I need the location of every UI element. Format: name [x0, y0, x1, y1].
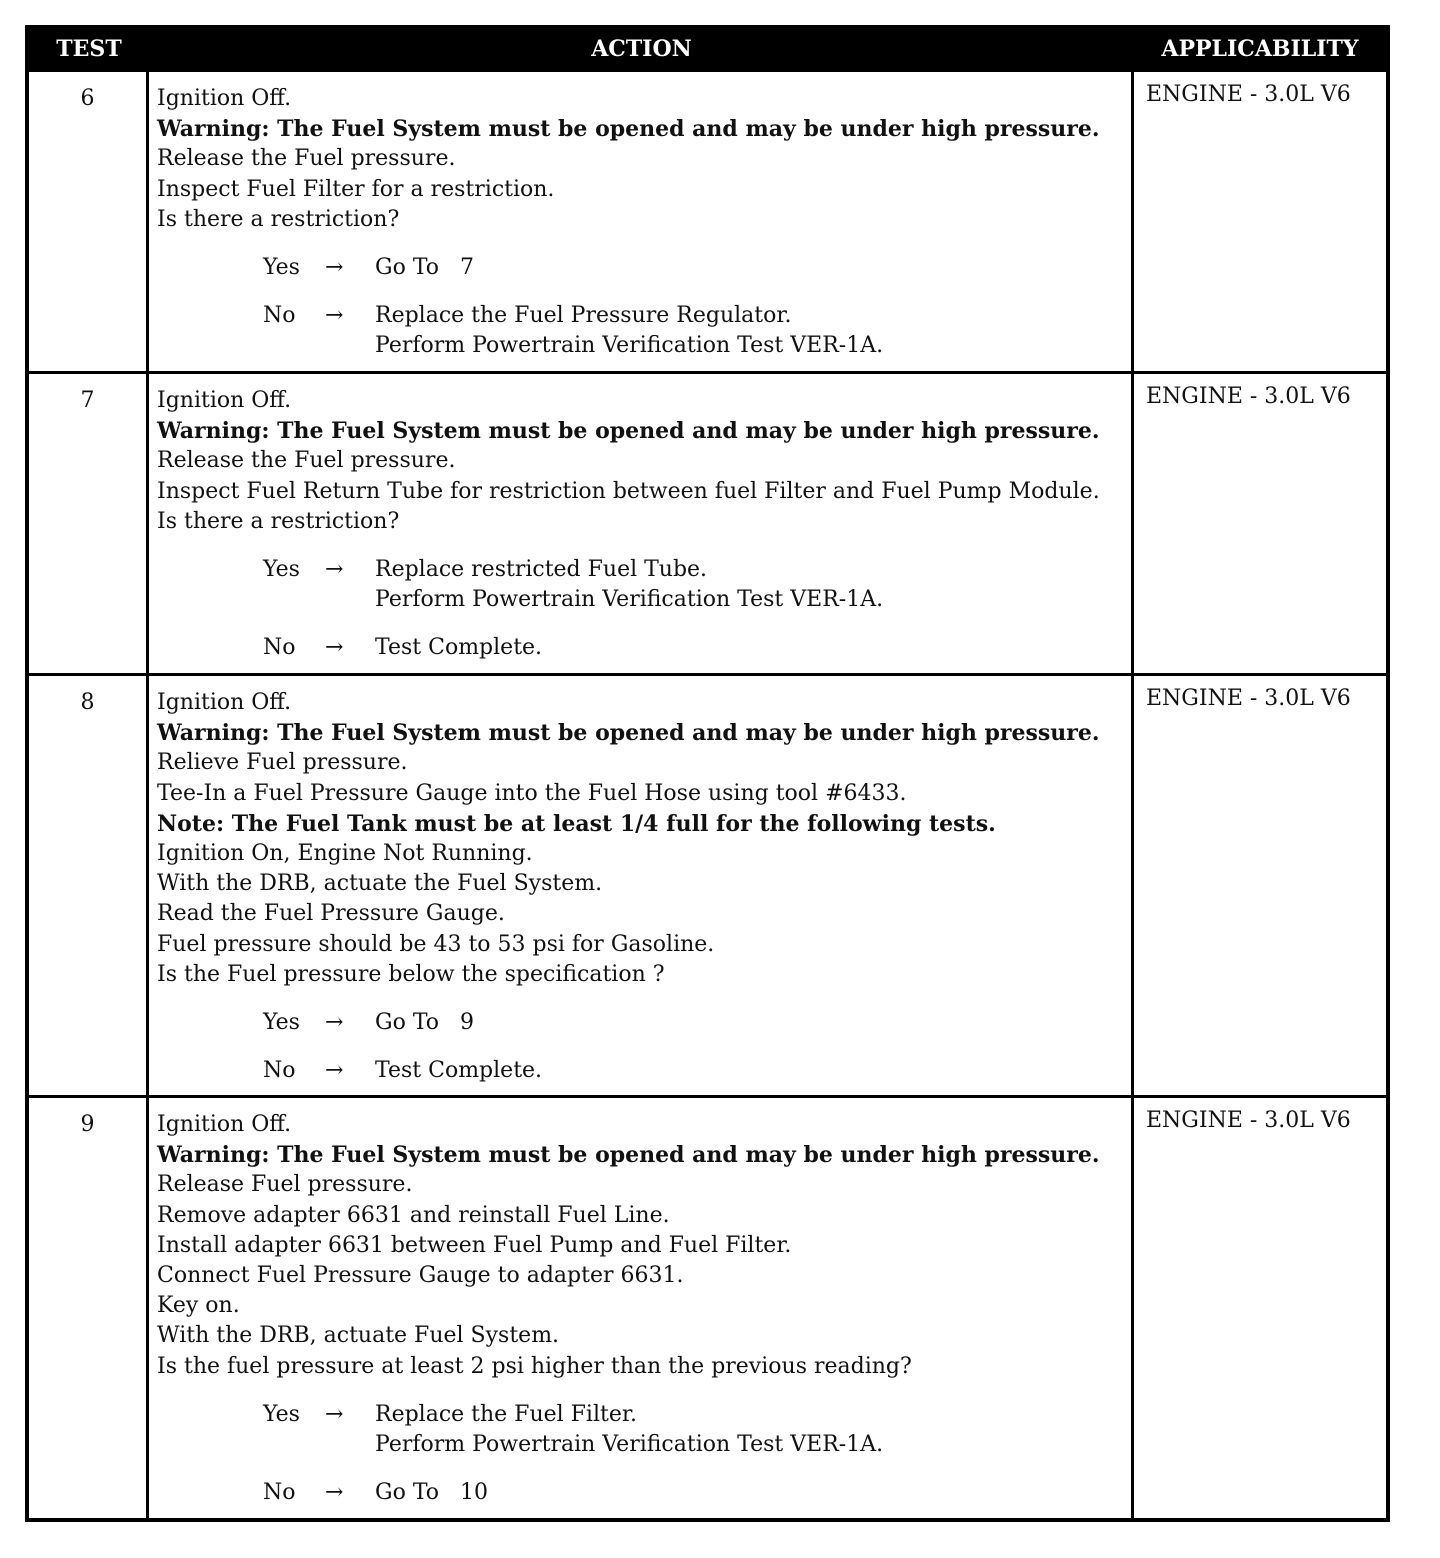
- question-line: Is there a restriction?: [157, 508, 400, 534]
- yes-result: [375, 1008, 1125, 1038]
- action-line: Ignition Off.: [157, 690, 292, 715]
- no-result: [375, 1478, 1125, 1508]
- header-applicability: APPLICABILITY: [1161, 36, 1359, 62]
- yes-result: [375, 253, 1125, 283]
- action-line: Install adapter 6631 between Fuel Pump and Fuel Filter.: [157, 1232, 792, 1258]
- note-line: Note: The Fuel Tank must be at least 1/4 full for the following tests.: [157, 810, 996, 837]
- action-line: With the DRB, actuate the Fuel System.: [157, 871, 603, 897]
- warning-line: Warning: The Fuel System must be opened and may be under high pressure.: [157, 1142, 1100, 1169]
- action-line: Key on.: [157, 1293, 240, 1319]
- yes-answer: [157, 1008, 1125, 1038]
- arrow-icon: →: [325, 1401, 344, 1427]
- action-line: Ignition Off.: [157, 86, 292, 111]
- arrow-icon: →: [325, 1058, 344, 1084]
- no-answer: [157, 1478, 1125, 1508]
- result-line: Go To 9: [375, 1010, 474, 1036]
- warning-line: Warning: The Fuel System must be opened and may be under high pressure.: [157, 720, 1100, 747]
- no-result: [375, 301, 1125, 361]
- yes-label: Yes: [263, 255, 300, 281]
- action-line: Ignition Off.: [157, 1112, 292, 1137]
- result-line: Perform Powertrain Verification Test VER-1A.: [375, 587, 884, 613]
- action-line: Ignition Off.: [157, 388, 292, 413]
- applicability-cell: ENGINE - 3.0L V6: [1146, 686, 1351, 711]
- no-answer: [157, 1056, 1125, 1086]
- action-cell: [149, 374, 1134, 673]
- action-line: Connect Fuel Pressure Gauge to adapter 6631.: [157, 1263, 684, 1289]
- action-line: Fuel pressure should be 43 to 53 psi for Gasoline.: [157, 931, 715, 957]
- action-cell: [149, 676, 1134, 1095]
- arrow-icon: →: [325, 1480, 344, 1506]
- question-line: Is the fuel pressure at least 2 psi higher than the previous reading?: [157, 1353, 912, 1379]
- no-result: [375, 633, 1125, 663]
- action-cell: [149, 72, 1134, 371]
- warning-line: Warning: The Fuel System must be opened and may be under high pressure.: [157, 116, 1100, 143]
- no-result: [375, 1056, 1125, 1086]
- header-action: ACTION: [591, 36, 692, 62]
- answers: [157, 1008, 1125, 1086]
- test-number: 7: [29, 374, 149, 673]
- applicability-cell: ENGINE - 3.0L V6: [1146, 384, 1351, 409]
- action-line: Release Fuel pressure.: [157, 1172, 413, 1198]
- test-number: 8: [29, 676, 149, 1095]
- answers: [157, 555, 1125, 664]
- result-line: Test Complete.: [375, 1058, 543, 1084]
- action-line: Relieve Fuel pressure.: [157, 750, 408, 776]
- yes-label: Yes: [263, 557, 300, 583]
- no-label: No: [263, 1480, 296, 1506]
- action-line: Ignition On, Engine Not Running.: [157, 841, 533, 867]
- applicability-cell: ENGINE - 3.0L V6: [1146, 82, 1351, 107]
- warning-line: Warning: The Fuel System must be opened and may be under high pressure.: [157, 418, 1100, 445]
- action-line: Release the Fuel pressure.: [157, 146, 456, 172]
- action-line: Remove adapter 6631 and reinstall Fuel Line.: [157, 1202, 670, 1228]
- arrow-icon: →: [325, 1010, 344, 1036]
- diagnostic-table: [25, 25, 1390, 1522]
- action-line: Inspect Fuel Return Tube for restriction between fuel Filter and Fuel Pump Module.: [157, 478, 1100, 504]
- question-line: Is the Fuel pressure below the specification ?: [157, 961, 665, 987]
- yes-label: Yes: [263, 1401, 300, 1427]
- header-test: TEST: [56, 36, 122, 62]
- no-answer: [157, 301, 1125, 361]
- result-line: Perform Powertrain Verification Test VER-1A.: [375, 1432, 884, 1458]
- table-row: [29, 371, 1386, 673]
- result-line: Perform Powertrain Verification Test VER-1A.: [375, 333, 884, 359]
- table-row: [29, 1095, 1386, 1518]
- yes-result: [375, 555, 1125, 615]
- arrow-icon: →: [325, 557, 344, 583]
- yes-answer: [157, 1400, 1125, 1460]
- yes-result: [375, 1400, 1125, 1460]
- action-line: Inspect Fuel Filter for a restriction.: [157, 176, 555, 202]
- table-row: [29, 673, 1386, 1095]
- result-line: Go To 7: [375, 255, 474, 281]
- action-line: Release the Fuel pressure.: [157, 448, 456, 474]
- result-line: Test Complete.: [375, 635, 543, 661]
- no-label: No: [263, 635, 296, 661]
- result-line: Go To 10: [375, 1480, 488, 1506]
- table-row: [29, 69, 1386, 371]
- applicability-cell: ENGINE - 3.0L V6: [1146, 1108, 1351, 1133]
- question-line: Is there a restriction?: [157, 206, 400, 232]
- no-answer: [157, 633, 1125, 663]
- result-line: Replace the Fuel Filter.: [375, 1401, 637, 1427]
- result-line: Replace restricted Fuel Tube.: [375, 557, 708, 583]
- action-cell: [149, 1098, 1134, 1518]
- result-line: Replace the Fuel Pressure Regulator.: [375, 303, 792, 329]
- arrow-icon: →: [325, 303, 344, 329]
- action-line: With the DRB, actuate Fuel System.: [157, 1323, 560, 1349]
- test-number: 6: [29, 72, 149, 371]
- action-line: Read the Fuel Pressure Gauge.: [157, 901, 505, 927]
- table-header: [29, 29, 1386, 69]
- no-label: No: [263, 1058, 296, 1084]
- answers: [157, 253, 1125, 362]
- test-number: 9: [29, 1098, 149, 1518]
- yes-answer: [157, 555, 1125, 615]
- yes-answer: [157, 253, 1125, 283]
- arrow-icon: →: [325, 635, 344, 661]
- action-line: Tee-In a Fuel Pressure Gauge into the Fuel Hose using tool #6433.: [157, 780, 907, 806]
- arrow-icon: →: [325, 255, 344, 281]
- answers: [157, 1400, 1125, 1509]
- no-label: No: [263, 303, 296, 329]
- yes-label: Yes: [263, 1010, 300, 1036]
